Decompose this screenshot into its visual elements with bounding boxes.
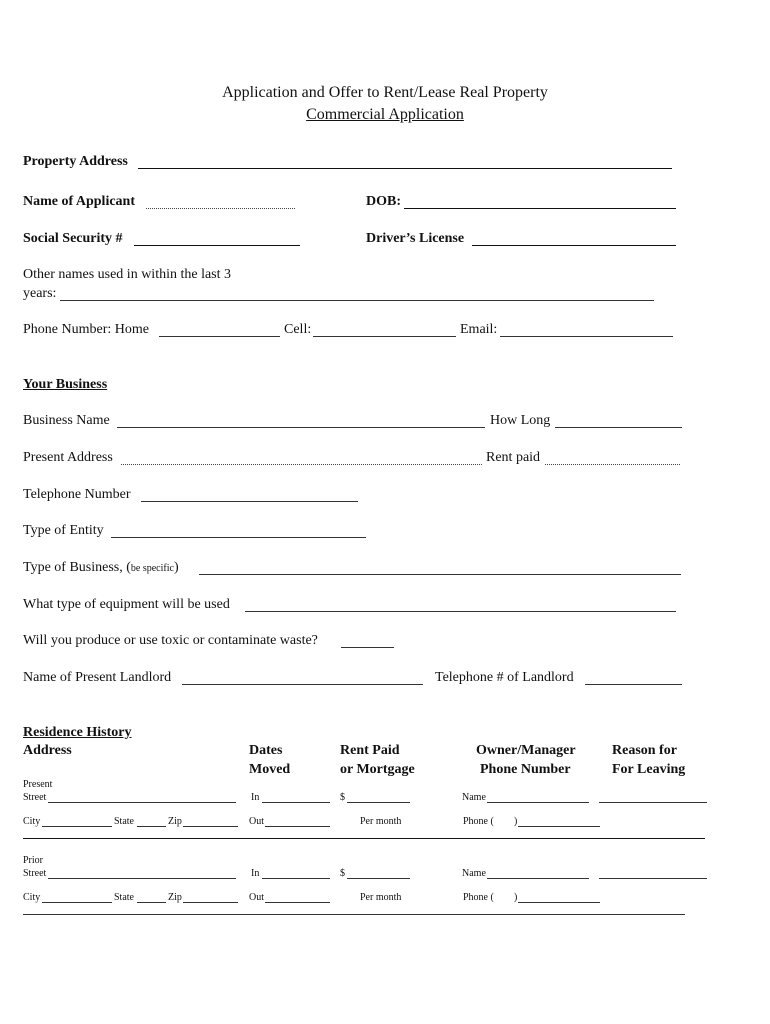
property-address-label: Property Address <box>23 154 128 169</box>
prior-city-field[interactable] <box>42 902 112 903</box>
how-long-label: How Long <box>490 413 551 428</box>
prior-out-label: Out <box>249 892 264 903</box>
phone-home-field[interactable] <box>159 336 280 337</box>
present-rent-field[interactable] <box>347 802 410 803</box>
business-name-field[interactable] <box>117 427 485 428</box>
prior-street-label: Street <box>23 868 47 879</box>
dob-label: DOB: <box>366 194 401 209</box>
present-state-label: State <box>114 816 134 827</box>
drivers-license-field[interactable] <box>472 245 676 246</box>
prior-name-label: Name <box>462 868 486 879</box>
landlord-phone-field[interactable] <box>585 684 682 685</box>
present-city-field[interactable] <box>42 826 112 827</box>
present-dollar-label: $ <box>340 792 345 803</box>
phone-home-label: Phone Number: Home <box>23 322 149 337</box>
present-city-label: City <box>23 816 41 827</box>
prior-phone-label: Phone ( <box>463 892 494 903</box>
present-in-field[interactable] <box>262 802 330 803</box>
present-street-label: Street <box>23 792 47 803</box>
ssn-field[interactable] <box>134 245 300 246</box>
prior-city-label: City <box>23 892 41 903</box>
present-zip-field[interactable] <box>183 826 238 827</box>
col-reason-header-1: Reason for <box>612 743 677 758</box>
other-names-field[interactable] <box>60 300 654 301</box>
be-specific-text: be specific <box>130 563 174 574</box>
drivers-license-label: Driver’s License <box>366 231 465 246</box>
present-phone-close: ) <box>514 816 518 827</box>
prior-dollar-label: $ <box>340 868 345 879</box>
present-reason-field[interactable] <box>599 802 707 803</box>
col-dates-header-1: Dates <box>249 743 283 758</box>
present-out-label: Out <box>249 816 264 827</box>
equipment-field[interactable] <box>245 611 676 612</box>
rent-paid-field[interactable] <box>545 464 680 465</box>
form-subtitle: Commercial Application <box>306 106 464 123</box>
cell-field[interactable] <box>313 336 456 337</box>
your-business-heading: Your Business <box>23 377 108 392</box>
other-names-years-label: years: <box>23 286 57 301</box>
present-label: Present <box>23 779 53 790</box>
col-rent-header-1: Rent Paid <box>340 743 400 758</box>
present-row-divider <box>23 838 705 839</box>
name-of-applicant-label: Name of Applicant <box>23 194 135 209</box>
prior-rent-field[interactable] <box>347 878 410 879</box>
type-of-business-label <box>23 560 179 576</box>
dob-field[interactable] <box>404 208 676 209</box>
email-field[interactable] <box>500 336 673 337</box>
prior-reason-field[interactable] <box>599 878 707 879</box>
col-owner-header-1: Owner/Manager <box>476 743 576 758</box>
prior-zip-label: Zip <box>168 892 182 903</box>
cell-label: Cell: <box>284 322 312 337</box>
toxic-waste-field[interactable] <box>341 647 394 648</box>
business-name-label: Business Name <box>23 413 110 428</box>
how-long-field[interactable] <box>555 427 682 428</box>
col-address-header: Address <box>23 743 72 758</box>
present-landlord-label: Name of Present Landlord <box>23 670 172 685</box>
residence-history-heading: Residence History <box>23 725 132 740</box>
form-title: Application and Offer to Rent/Lease Real Property <box>222 84 548 101</box>
col-reason-header-2: For Leaving <box>612 762 686 777</box>
col-rent-header-2: or Mortgage <box>340 762 415 777</box>
name-of-applicant-field[interactable] <box>146 208 295 209</box>
prior-label: Prior <box>23 855 43 866</box>
prior-phone-close: ) <box>514 892 518 903</box>
type-of-business-text: Type of Business, ( <box>23 560 131 575</box>
email-label: Email: <box>460 322 498 337</box>
present-state-field[interactable] <box>137 826 166 827</box>
prior-phone-field[interactable] <box>518 902 600 903</box>
present-zip-label: Zip <box>168 816 182 827</box>
col-dates-header-2: Moved <box>249 762 291 777</box>
prior-street-field[interactable] <box>48 878 236 879</box>
present-owner-name-field[interactable] <box>487 802 589 803</box>
toxic-waste-label: Will you produce or use toxic or contaminate waste? <box>23 633 318 648</box>
prior-row-divider <box>23 914 685 915</box>
type-of-business-field[interactable] <box>199 574 681 575</box>
type-of-business-close: ) <box>173 560 179 575</box>
rent-paid-label: Rent paid <box>486 450 541 465</box>
present-in-label: In <box>251 792 260 803</box>
prior-owner-name-field[interactable] <box>487 878 589 879</box>
present-address-label: Present Address <box>23 450 113 465</box>
other-names-label: Other names used in within the last 3 <box>23 267 232 282</box>
property-address-field[interactable] <box>138 168 672 169</box>
prior-out-field[interactable] <box>265 902 330 903</box>
telephone-number-field[interactable] <box>141 501 358 502</box>
prior-state-label: State <box>114 892 134 903</box>
present-address-field[interactable] <box>121 464 482 465</box>
col-owner-header-2: Phone Number <box>480 762 571 777</box>
present-phone-label: Phone ( <box>463 816 494 827</box>
equipment-label: What type of equipment will be used <box>23 597 230 612</box>
landlord-phone-label: Telephone # of Landlord <box>435 670 574 685</box>
present-street-field[interactable] <box>48 802 236 803</box>
present-phone-field[interactable] <box>518 826 600 827</box>
present-out-field[interactable] <box>265 826 330 827</box>
type-of-entity-field[interactable] <box>111 537 366 538</box>
present-landlord-field[interactable] <box>182 684 423 685</box>
prior-zip-field[interactable] <box>183 902 238 903</box>
present-name-label: Name <box>462 792 486 803</box>
prior-in-label: In <box>251 868 260 879</box>
prior-state-field[interactable] <box>137 902 166 903</box>
prior-in-field[interactable] <box>262 878 330 879</box>
prior-per-month-label: Per month <box>360 892 402 903</box>
present-per-month-label: Per month <box>360 816 402 827</box>
type-of-entity-label: Type of Entity <box>23 523 104 538</box>
ssn-label: Social Security # <box>23 231 123 246</box>
telephone-number-label: Telephone Number <box>23 487 131 502</box>
